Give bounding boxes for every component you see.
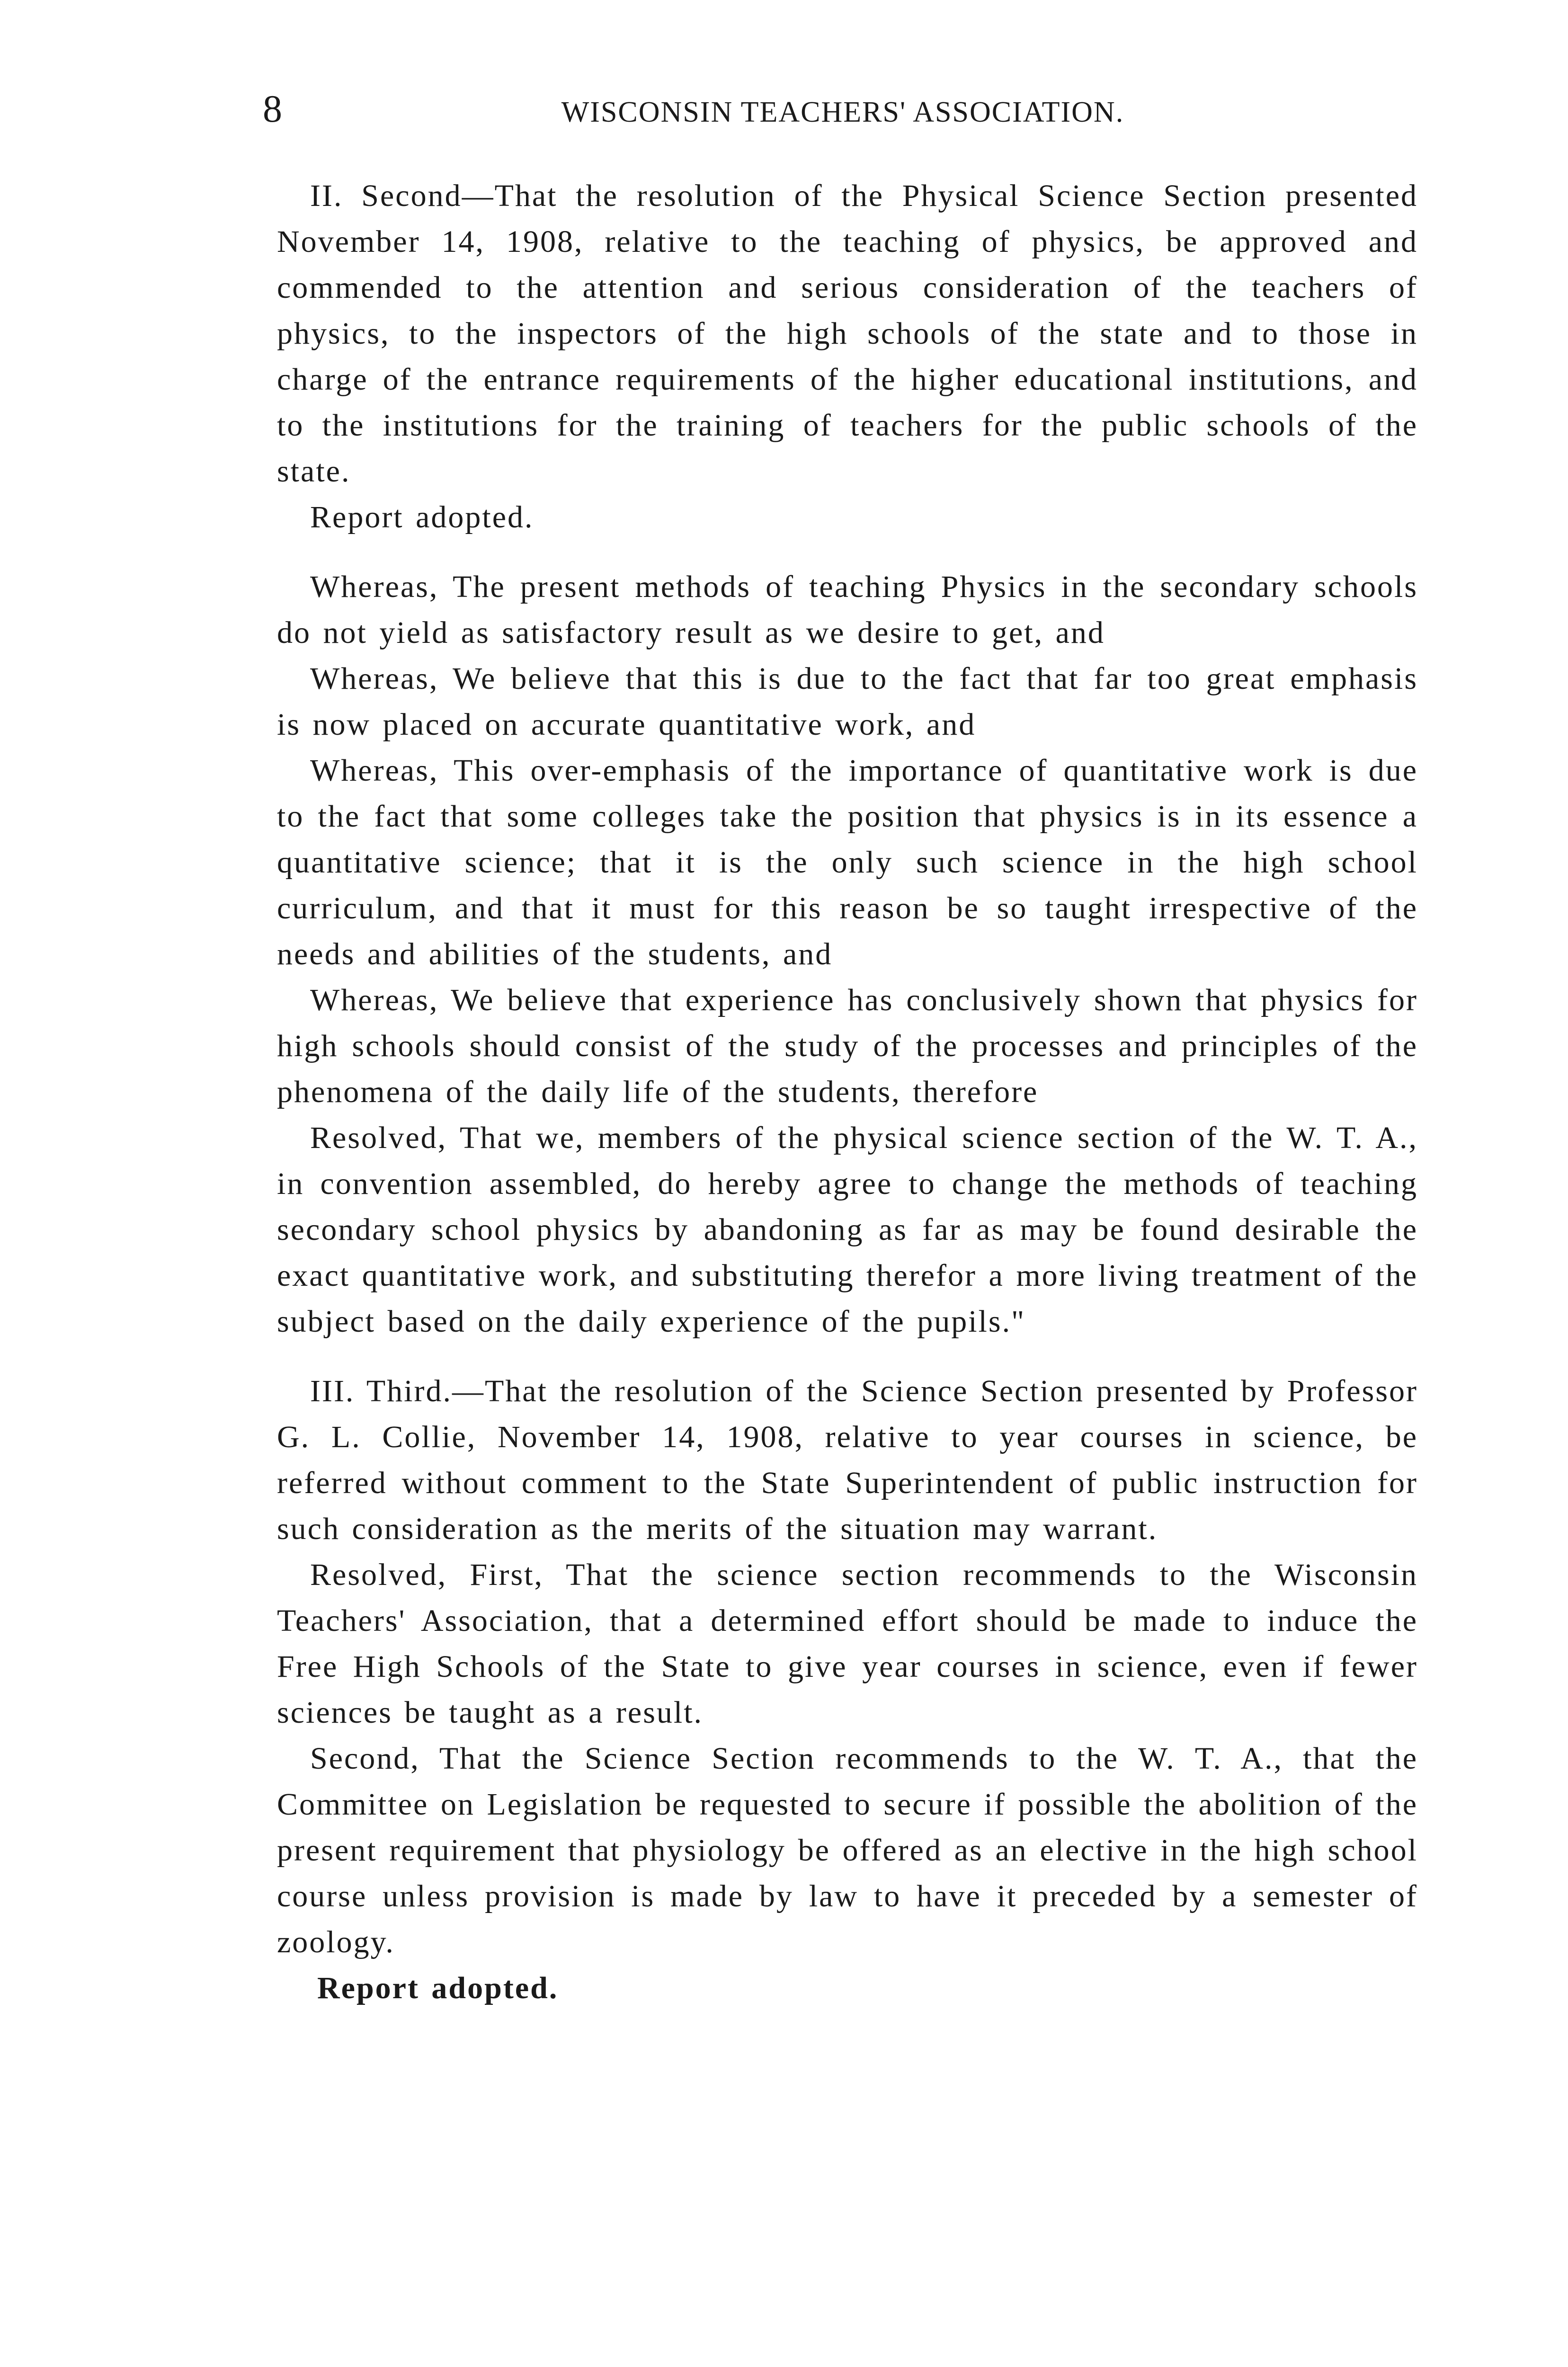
paragraph-whereas-3: Whereas, This over-emphasis of the importance of quantitative work is due to the fact that some colleges take the position that physics is in its essence a quantitative science; that it is the only such science in the high school curriculum, and that it must for this reason be so taught irrespective of the needs and abilities of the students, and <box>277 753 1418 971</box>
paragraph-whereas-2: Whereas, We believe that this is due to the fact that far too great emphasis is now placed on accurate quantitative work, and <box>277 661 1418 742</box>
paragraph-second-resolution: II. Second—That the resolution of the Physical Science Section presented November 14, 1908, relative to the teaching of physics, be approved and commended to the attention and serious consideration of the teachers of physics, to the inspectors of the high schools of the state and to those in charge of the entrance requirements of the higher educational institutions, and to the institutions for the training of teachers for the public schools of the state. <box>277 178 1418 489</box>
body-text <box>277 173 1418 2011</box>
page-number: 8 <box>263 87 282 130</box>
paragraph-resolved-first: Resolved, First, That the science section recommends to the Wisconsin Teachers' Association, that a determined effort should be made to induce the Free High Schools of the State to give year courses in science, even if fewer sciences be taught as a result. <box>277 1557 1418 1730</box>
report-adopted-final: Report adopted. <box>317 1971 559 2005</box>
paragraph-resolved: Resolved, That we, members of the physical science section of the W. T. A., in convention assembled, do hereby agree to change the methods of teaching secondary school physics by abandoning as far as may be found desirable the exact quantitative work, and substituting therefor a more living treatment of the subject based on the daily experience of the pupils." <box>277 1121 1418 1339</box>
report-adopted-note: Report adopted. <box>310 500 534 534</box>
page-header <box>263 71 1423 147</box>
paragraph-whereas-4: Whereas, We believe that experience has conclusively shown that physics for high schools should consist of the study of the processes and principles of the phenomena of the daily life of the students, therefore <box>277 983 1418 1109</box>
paragraph-resolved-second: Second, That the Science Section recommends to the W. T. A., that the Committee on Legislation be requested to secure if possible the abolition of the present requirement that physiology be offered as an elective in the high school course unless provision is made by law to have it preceded by a semester of zoology. <box>277 1741 1418 1959</box>
paragraph-whereas-1: Whereas, The present methods of teaching Physics in the secondary schools do not yield as satisfactory result as we desire to get, and <box>277 570 1418 650</box>
running-title: WISCONSIN TEACHERS' ASSOCIATION. <box>561 96 1124 128</box>
paragraph-third-resolution: III. Third.—That the resolution of the Science Section presented by Professor G. L. Collie, November 14, 1908, relative to year courses in science, be referred without comment to the State Superintendent of public instruction for such consideration as the merits of the situation may warrant. <box>277 1374 1418 1546</box>
